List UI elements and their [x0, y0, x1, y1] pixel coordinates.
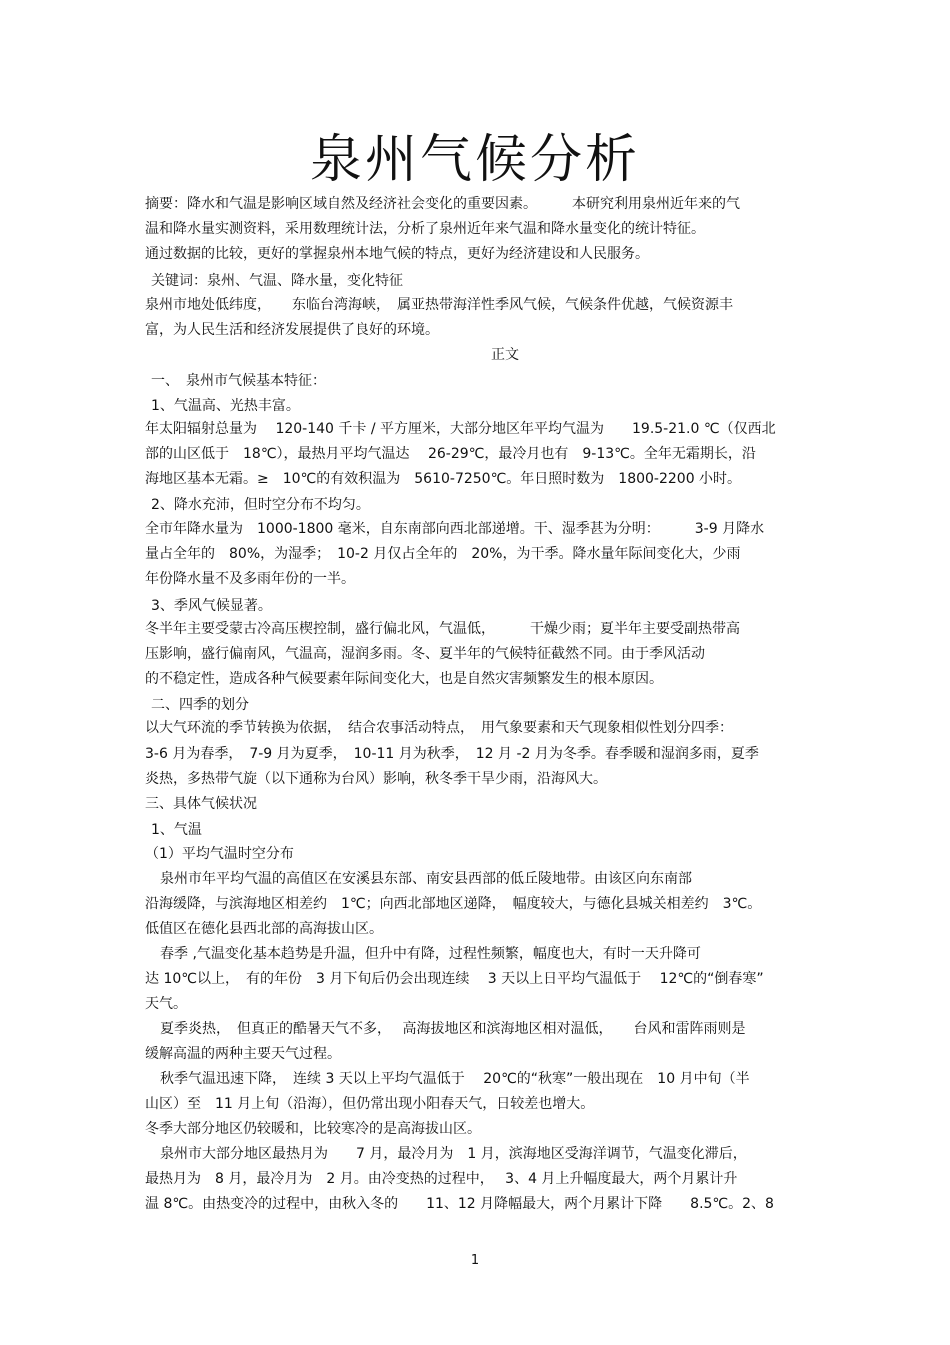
body-line: 3-6 月为春季， 7-9 月为夏季， 10-11 月为秋季， 12 月 -2 月为冬季。春季暖和湿润多雨，夏季 — [145, 746, 759, 762]
subsection-heading: 1、气温 — [151, 822, 202, 838]
body-line: 冬季大部分地区仍较暖和，比较寒冷的是高海拔山区。 — [145, 1121, 481, 1137]
body-line: 炎热，多热带气旋（以下通称为台风）影响，秋冬季干旱少雨，沿海风大。 — [145, 771, 607, 787]
document-title: 泉州气候分析 — [309, 130, 640, 190]
abstract-line: 温和降水量实测资料，采用数理统计法，分析了泉州近年来气温和降水量变化的统计特征。 — [145, 221, 705, 237]
section-heading: 三、具体气候状况 — [145, 796, 257, 812]
body-line: 以大气环流的季节转换为依据， 结合农事活动特点， 用气象要素和天气现象相似性划分四季： — [145, 720, 733, 736]
body-line: 的不稳定性，造成各种气候要素年际间变化大，也是自然灾害频繁发生的根本原因。 — [145, 671, 663, 687]
subsection-heading: 2、降水充沛，但时空分布不均匀。 — [151, 497, 370, 513]
body-line: 春季 ,气温变化基本趋势是升温，但升中有降，过程性频繁，幅度也大，有时一天升降可 — [160, 946, 701, 962]
abstract-line: 摘要：降水和气温是影响区域自然及经济社会变化的重要因素。 本研究利用泉州近年来的气 — [145, 196, 740, 212]
body-line: 年份降水量不及多雨年份的一半。 — [145, 571, 355, 587]
body-line: 海地区基本无霜。≥ 10℃的有效积温为 5610-7250℃。年日照时数为 1800-2200 小时。 — [145, 471, 742, 487]
intro-line: 富，为人民生活和经济发展提供了良好的环境。 — [145, 322, 439, 338]
body-line: 缓解高温的两种主要天气过程。 — [145, 1046, 341, 1062]
body-line: 达 10℃以上， 有的年份 3 月下旬后仍会出现连续 3 天以上日平均气温低于 12℃的“倒春寒” — [145, 971, 764, 987]
body-line: 泉州市大部分地区最热月为 7 月，最冷月为 1 月，滨海地区受海洋调节，气温变化滞后， — [160, 1146, 747, 1162]
subsection-heading: 3、季风气候显著。 — [151, 598, 272, 614]
body-line: 秋季气温迅速下降， 连续 3 天以上平均气温低于 20℃的“秋寒”一般出现在 10 月中旬（半 — [160, 1071, 750, 1087]
body-line: 沿海缓降，与滨海地区相差约 1℃；向西北部地区递降， 幅度较大，与德化县城关相差约 3℃。 — [145, 896, 762, 912]
body-line: 天气。 — [145, 996, 187, 1012]
body-line: 温 8℃。由热变冷的过程中，由秋入冬的 11、12 月降幅最大，两个月累计下降 8.5℃。2、8 — [145, 1196, 774, 1212]
body-line: 夏季炎热， 但真正的酷暑天气不多， 高海拔地区和滨海地区相对温低， 台风和雷阵雨则是 — [160, 1021, 746, 1037]
body-line: 全市年降水量为 1000-1800 毫米，自东南部向西北部递增。干、湿季甚为分明： 3-9 月降水 — [145, 521, 765, 537]
body-line: 低值区在德化县西北部的高海拔山区。 — [145, 921, 383, 937]
subsection-heading: 1、气温高、光热丰富。 — [151, 398, 300, 414]
body-line: 部的山区低于 18℃），最热月平均气温达 26-29℃，最冷月也有 9-13℃。全年无霜期长，沿 — [145, 446, 756, 462]
section-heading: 二、四季的划分 — [151, 697, 249, 713]
body-line: 最热月为 8 月，最冷月为 2 月。由冷变热的过程中， 3、4 月上升幅度最大，两个月累计升 — [145, 1171, 738, 1187]
body-line: 山区）至 11 月上旬（沿海），但仍常出现小阳春天气，日较差也增大。 — [145, 1096, 595, 1112]
section-heading: 一、 泉州市气候基本特征： — [151, 373, 326, 389]
subsection-heading: （1）平均气温时空分布 — [145, 846, 294, 862]
page-number: 1 — [470, 1253, 480, 1268]
body-line: 冬半年主要受蒙古冷高压楔控制，盛行偏北风，气温低， 干燥少雨；夏半年主要受副热带高 — [145, 621, 740, 637]
body-line: 量占全年的 80%，为湿季； 10-2 月仅占全年的 20%，为干季。降水量年际间变化大，少雨 — [145, 546, 741, 562]
abstract-line: 通过数据的比较，更好的掌握泉州本地气候的特点，更好为经济建设和人民服务。 — [145, 246, 649, 262]
body-line: 泉州市年平均气温的高值区在安溪县东部、南安县西部的低丘陵地带。由该区向东南部 — [160, 871, 692, 887]
section-heading-main-text: 正文 — [491, 347, 519, 363]
intro-line: 泉州市地处低纬度， 东临台湾海峡， 属亚热带海洋性季风气候，气候条件优越，气候资源丰 — [145, 297, 733, 313]
keywords-line: 关键词：泉州、气温、降水量，变化特征 — [151, 273, 403, 289]
body-line: 压影响，盛行偏南风，气温高，湿润多雨。冬、夏半年的气候特征截然不同。由于季风活动 — [145, 646, 705, 662]
body-line: 年太阳辐射总量为 120-140 千卡 / 平方厘米，大部分地区年平均气温为 19.5-21.0 ℃（仅西北 — [145, 421, 776, 437]
